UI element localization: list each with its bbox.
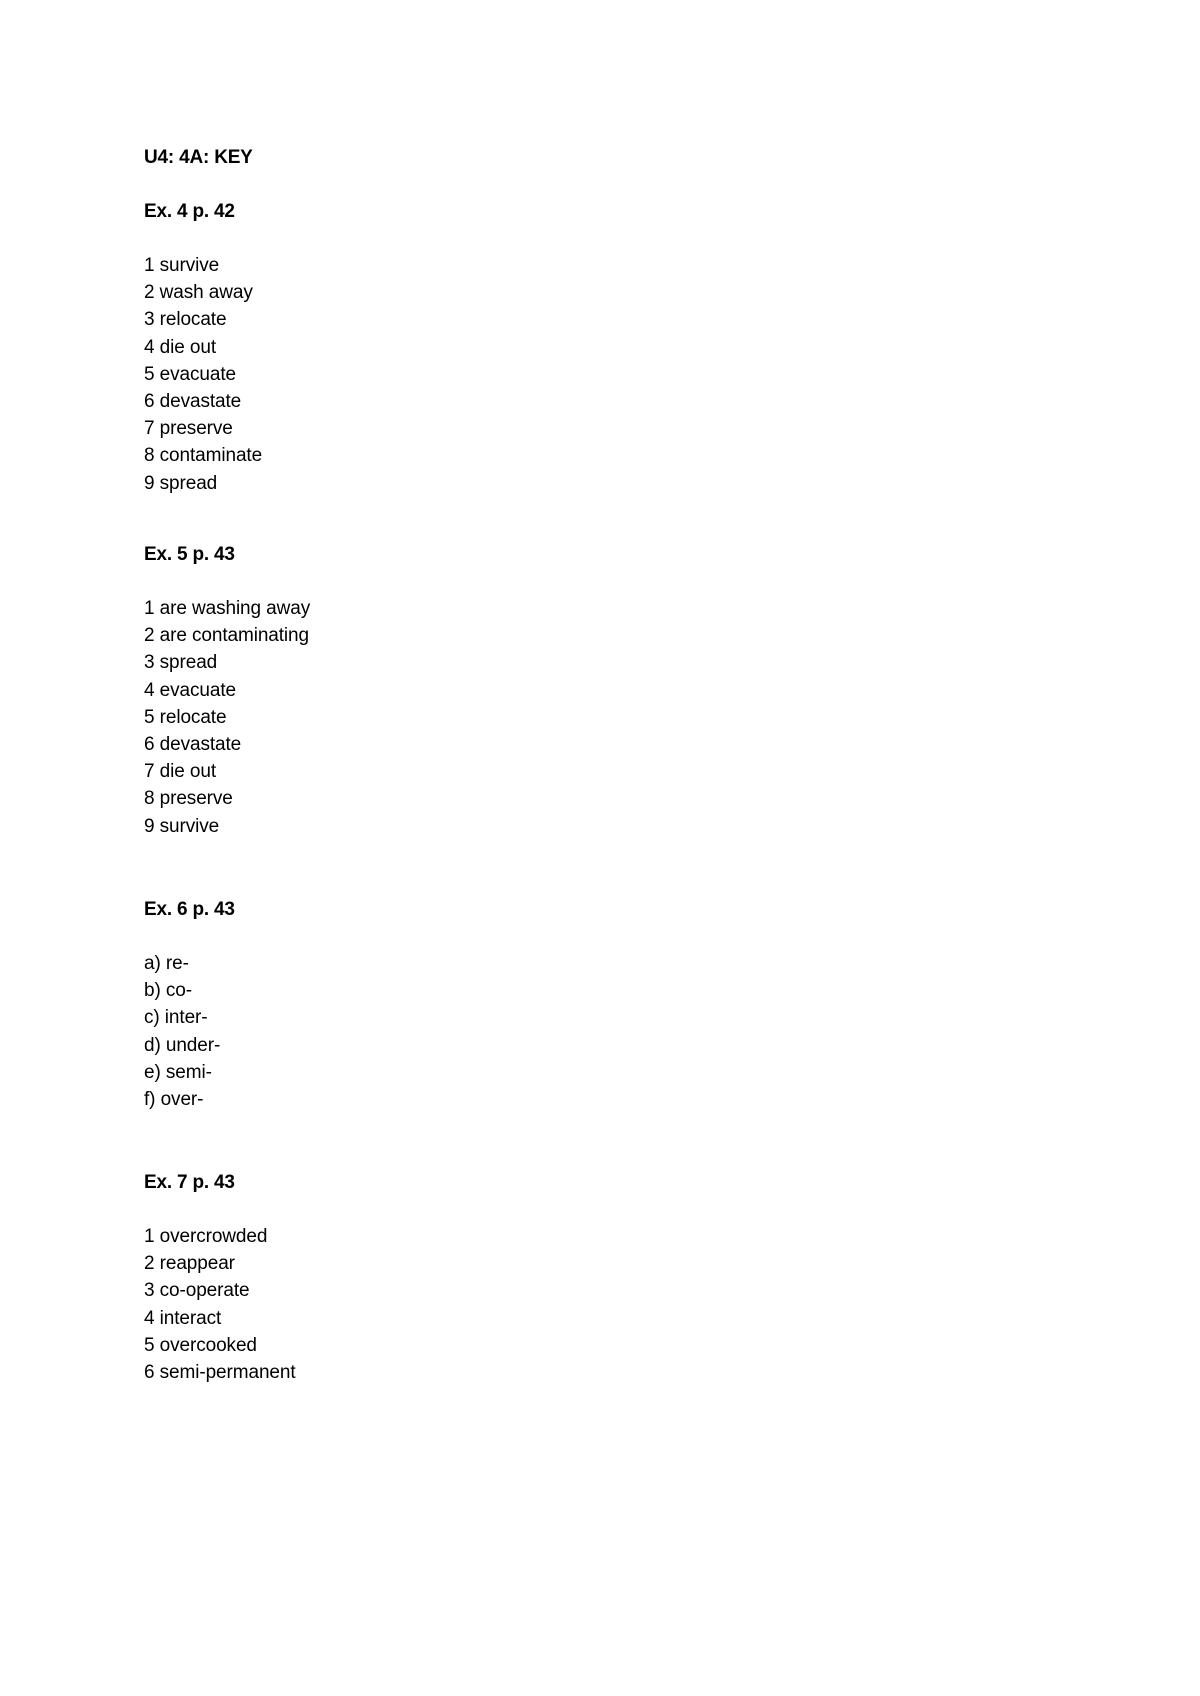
answer-item: 4 interact xyxy=(144,1307,222,1329)
exercise-section xyxy=(144,541,310,840)
answer-item: 8 contaminate xyxy=(144,445,263,467)
answer-item: 2 wash away xyxy=(144,282,253,304)
answer-item: 1 are washing away xyxy=(144,598,311,619)
exercise-section xyxy=(144,896,235,1113)
answer-item: a) re- xyxy=(144,953,189,974)
exercise-heading: Ex. 5 p. 43 xyxy=(144,544,235,565)
answer-item: 5 overcooked xyxy=(144,1334,257,1356)
answer-item: 8 preserve xyxy=(144,788,233,810)
answer-item: e) semi- xyxy=(144,1061,212,1083)
exercise-section xyxy=(144,198,262,497)
answer-item: d) under- xyxy=(144,1034,221,1056)
answer-item: 3 spread xyxy=(144,652,218,674)
answer-item: b) co- xyxy=(144,980,192,1002)
answer-item: 6 semi-permanent xyxy=(144,1362,296,1384)
answer-item: 1 overcrowded xyxy=(144,1226,268,1247)
answer-list xyxy=(144,1223,296,1386)
answer-item: 9 survive xyxy=(144,815,220,837)
answer-item: 2 reappear xyxy=(144,1253,235,1275)
answer-item: 5 relocate xyxy=(144,706,227,728)
answer-item: 3 co-operate xyxy=(144,1280,250,1302)
exercise-heading: Ex. 4 p. 42 xyxy=(144,201,235,222)
exercise-heading: Ex. 7 p. 43 xyxy=(144,1172,235,1193)
answer-item: 5 evacuate xyxy=(144,363,236,385)
answer-item: 7 preserve xyxy=(144,418,233,440)
answer-item: c) inter- xyxy=(144,1007,208,1029)
answer-item: 4 evacuate xyxy=(144,679,236,701)
answer-list xyxy=(144,252,262,497)
answer-item: 3 relocate xyxy=(144,309,227,331)
exercise-heading: Ex. 6 p. 43 xyxy=(144,899,235,920)
answer-item: 1 survive xyxy=(144,255,220,276)
answer-item: 2 are contaminating xyxy=(144,625,309,647)
answer-item: 4 die out xyxy=(144,336,216,358)
document-content xyxy=(144,144,1044,1384)
answer-item: 6 devastate xyxy=(144,391,242,413)
answer-list xyxy=(144,950,235,1113)
answer-item: f) over- xyxy=(144,1089,204,1111)
answer-item: 9 spread xyxy=(144,472,218,494)
answer-item: 7 die out xyxy=(144,761,216,783)
answer-list xyxy=(144,595,310,840)
document-title: U4: 4A: KEY xyxy=(144,147,253,168)
answer-item: 6 devastate xyxy=(144,734,242,756)
exercise-section xyxy=(144,1169,296,1386)
